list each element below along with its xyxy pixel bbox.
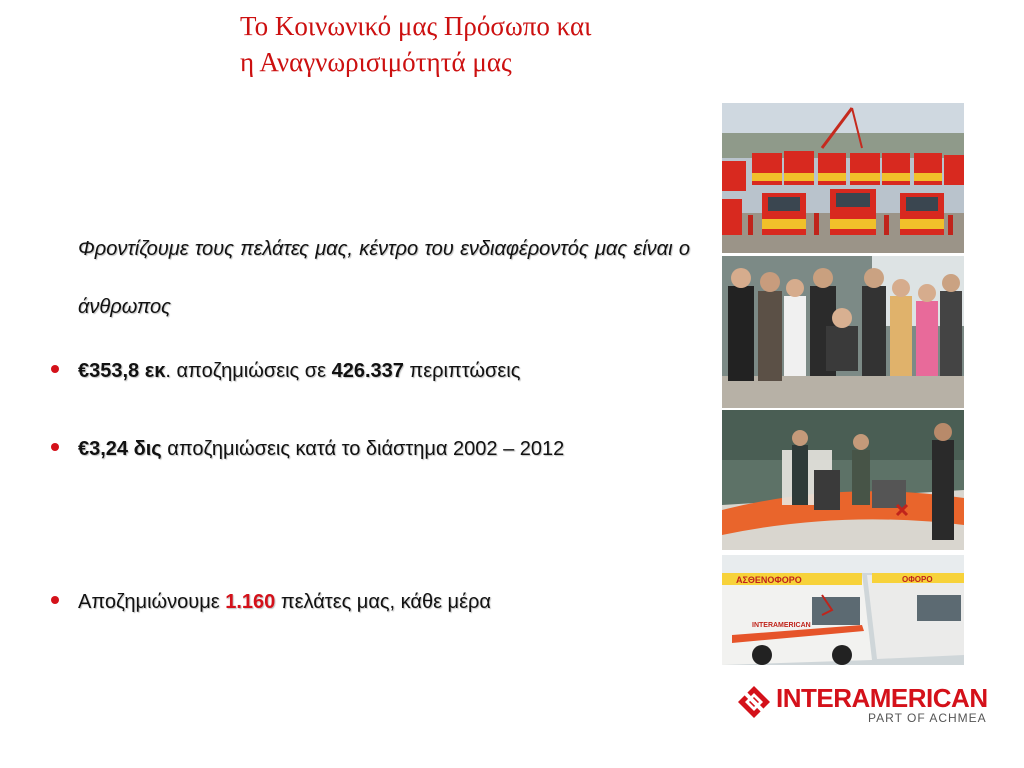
bullet-dot xyxy=(51,596,59,604)
rescue-boat-photo xyxy=(722,410,964,550)
bullet-dot xyxy=(51,365,59,373)
claims-text: . αποζημιώσεις σε xyxy=(165,360,332,382)
daily-text: Αποζημιώνουμε xyxy=(78,591,226,613)
bullet-dot xyxy=(51,443,59,451)
claims-amount: €353,8 εκ xyxy=(78,360,166,382)
claims-text-end: περιπτώσεις xyxy=(403,360,521,382)
intro-text: Φροντίζουμε τους πελάτες μας, κέντρο του ενδιαφέροντός μας είναι ο άνθρωπος xyxy=(78,238,690,318)
bullet-item-claims xyxy=(78,334,690,408)
interamerican-logo-icon xyxy=(738,686,770,718)
group-people-photo xyxy=(722,256,964,408)
logo-tagline: PART OF ACHMEA xyxy=(868,711,987,725)
total-text: αποζημιώσεις κατά το διάστημα 2002 – 2012 xyxy=(161,438,565,460)
bullet-item-total xyxy=(78,412,690,486)
rescue-trucks-photo xyxy=(722,103,964,253)
company-logo xyxy=(738,684,988,728)
ambulance-side-text: INTERAMERICAN xyxy=(752,622,811,629)
title-line-2: η Αναγνωρισιμότητά μας xyxy=(240,47,512,77)
slide-title xyxy=(240,8,800,80)
ambulance-label-left: ΑΣΘΕΝΟΦΟΡΟ xyxy=(736,575,802,585)
daily-count: 1.160 xyxy=(225,591,276,613)
total-amount: €3,24 δις xyxy=(78,438,162,460)
title-line-1: Το Κοινωνικό μας Πρόσωπο και xyxy=(240,11,592,41)
bullet-item-daily xyxy=(78,565,690,639)
claims-count: 426.337 xyxy=(331,360,404,382)
ambulance-label-right: ΟΦΟΡΟ xyxy=(902,575,933,584)
ambulances-photo xyxy=(722,555,964,665)
logo-name: INTERAMERICAN xyxy=(776,683,988,713)
daily-text-end: πελάτες μας, κάθε μέρα xyxy=(275,591,491,613)
